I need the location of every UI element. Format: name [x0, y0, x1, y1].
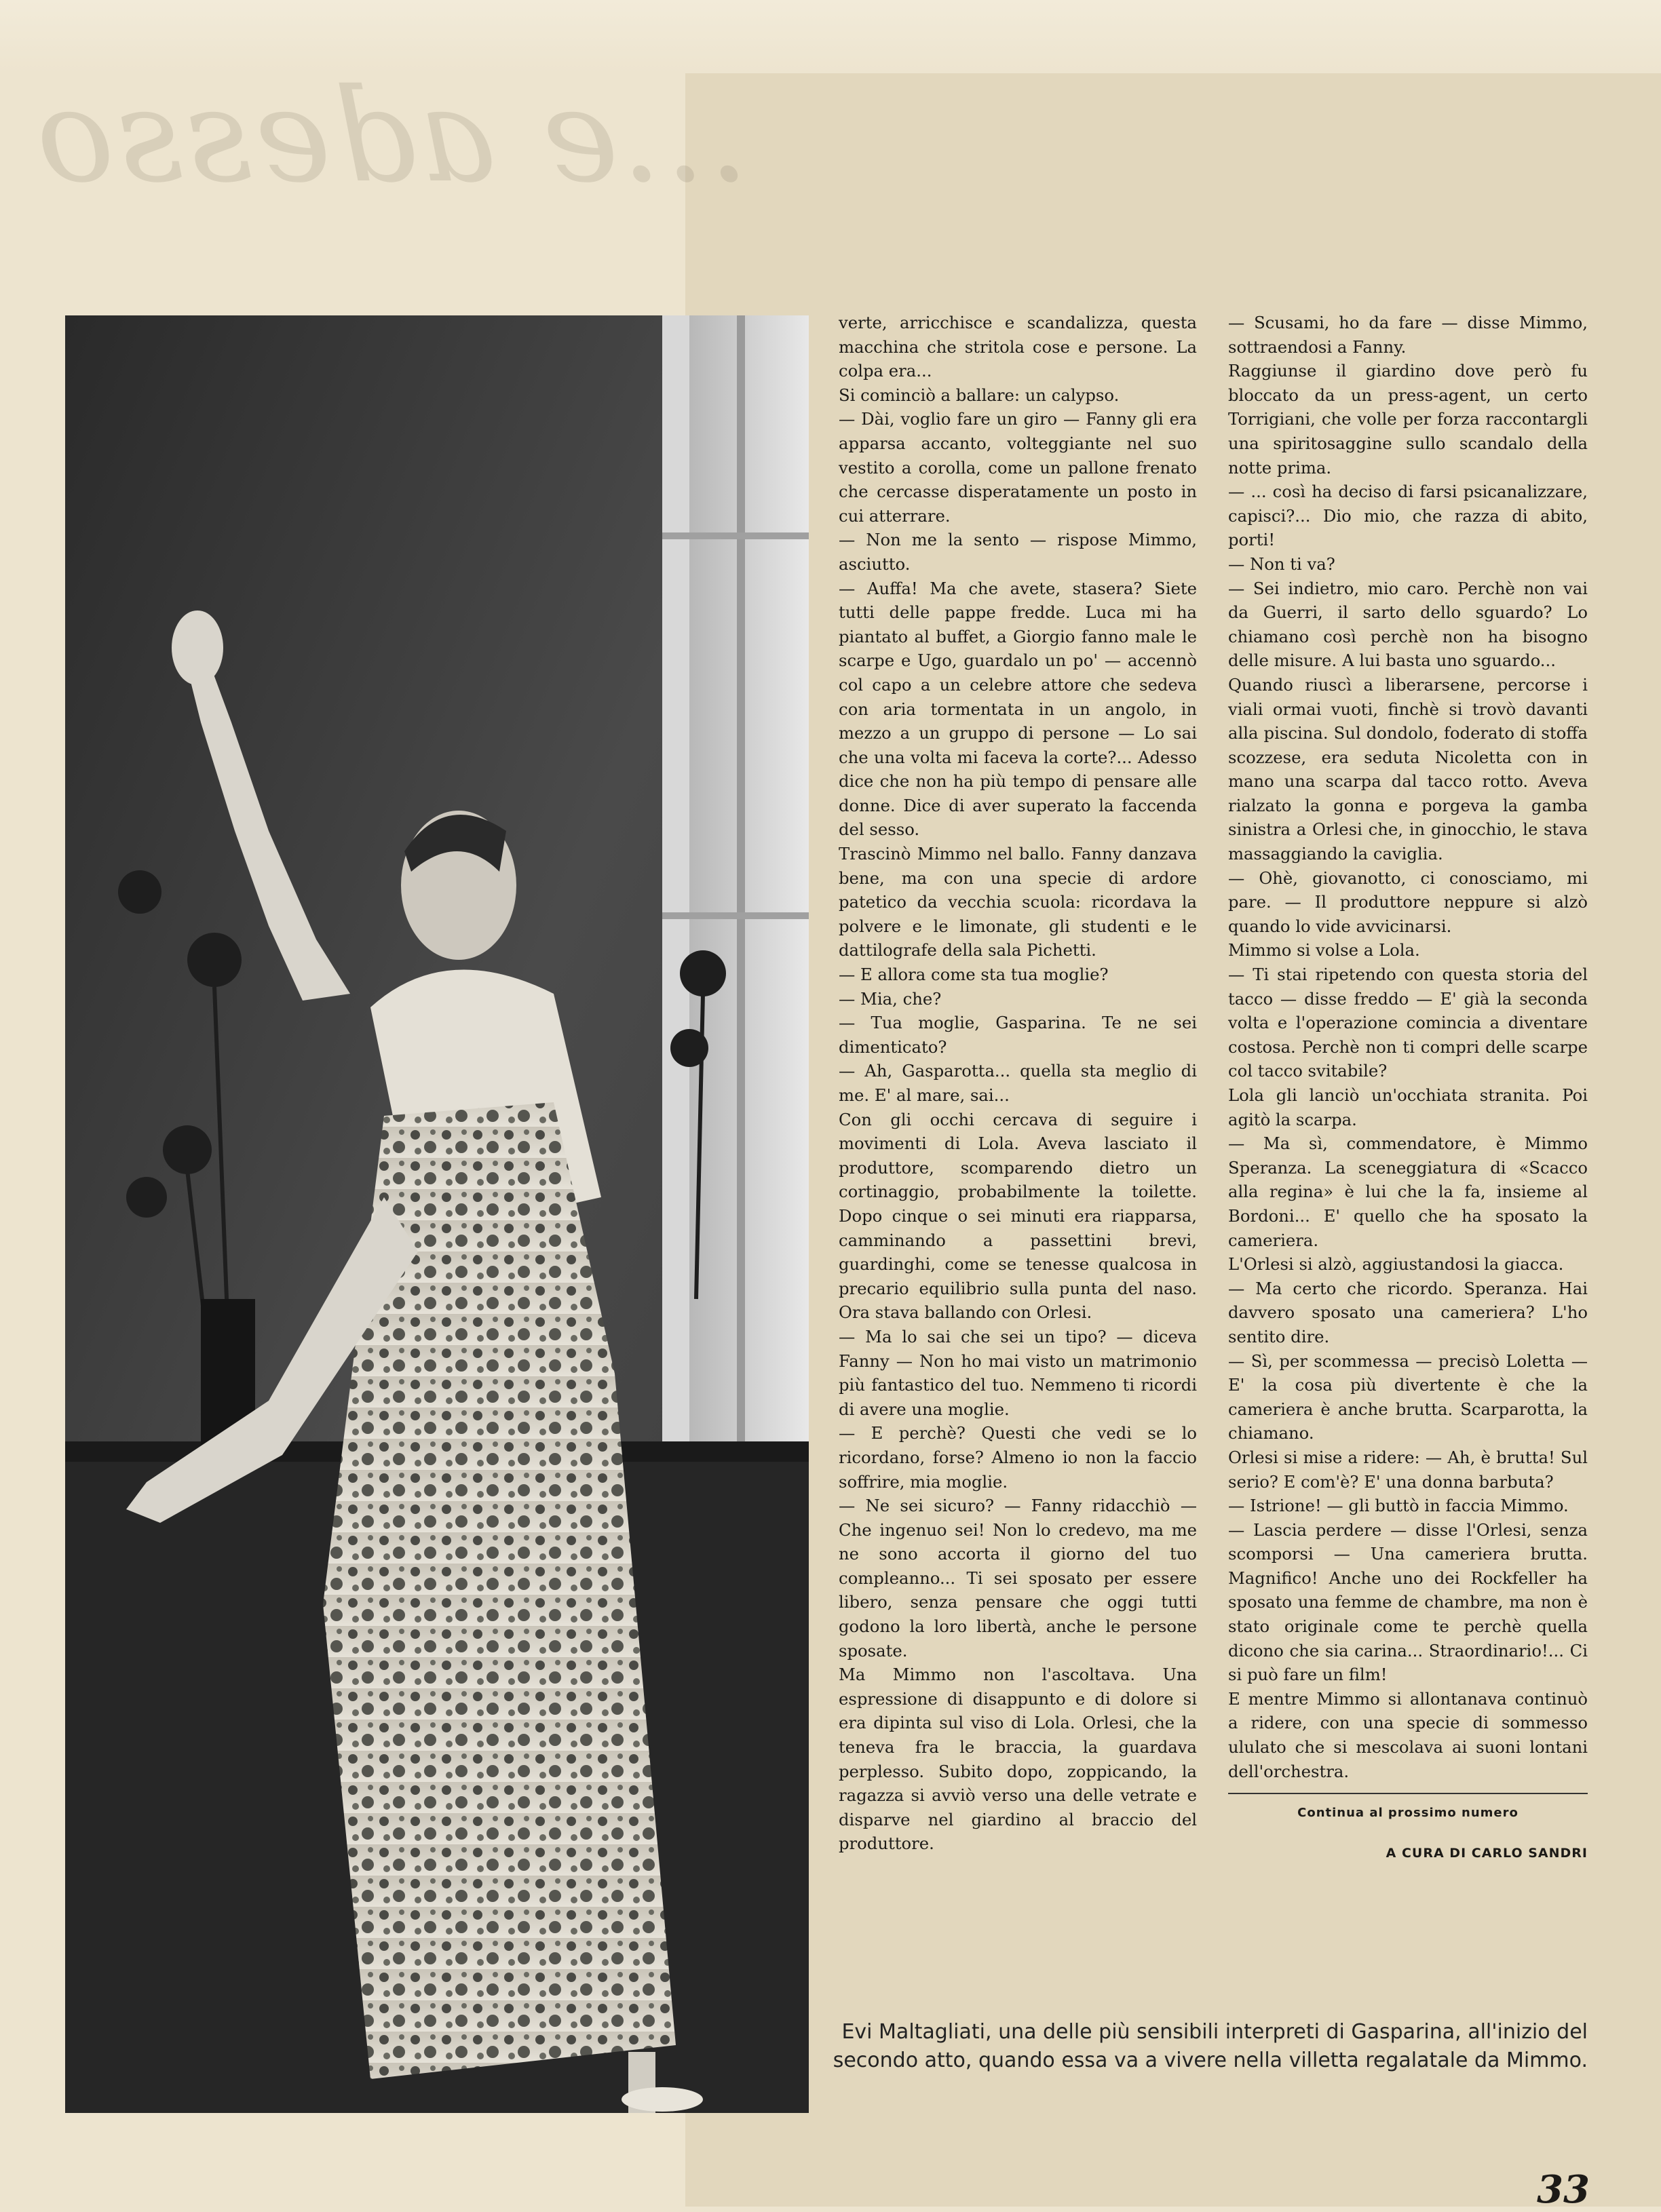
author-credit: A CURA DI CARLO SANDRI	[1386, 1845, 1588, 1861]
paragraph: — E perchè? Questi che vedi se lo ricordano, forse? Almeno io non la faccio soffrire, mia moglie.	[839, 1423, 1197, 1492]
paragraph: Si cominciò a ballare: un calypso.	[839, 385, 1120, 405]
paragraph: — Ma certo che ricordo. Speranza. Hai davvero sposato una cameriera? L'ho sentito dire.	[1228, 1278, 1588, 1346]
photo-woman-in-floral-dress	[65, 315, 809, 2113]
paragraph: — Non ti va?	[1228, 554, 1335, 574]
photo-caption: Evi Maltagliati, una delle più sensibili interpreti di Gasparina, all'inizio del secondo atto, quando essa va a vivere nella villetta regalatale da Mimmo.	[833, 2020, 1588, 2072]
paragraph: verte, arricchisce e scandalizza, questa macchina che stritola cose e persone. La colpa era...	[839, 313, 1197, 381]
paragraph: — Ti stai ripetendo con questa storia del tacco — disse freddo — E' già la seconda volta e l'operazione comincia a diventare costosa. Perchè non ti compri delle scarpe col tacco svitabile?	[1228, 965, 1588, 1081]
paragraph: — Ah, Gasparotta... quella sta meglio di me. E' al mare, sai...	[839, 1061, 1197, 1105]
paragraph: — Ma lo sai che sei un tipo? — diceva Fanny — Non ho mai visto un matrimonio più fantastico del tuo. Nemmeno ti ricordi di avere una moglie.	[839, 1326, 1197, 1419]
paragraph: Con gli occhi cercava di seguire i movimenti di Lola. Aveva lasciato il produttore, scomparendo dietro un cortinaggio, probabilmente la toilette. Dopo cinque o sei minuti era riapparsa, camminando a passettini brevi, guardinghi, come se tenesse qualcosa in precario equilibrio sulla punta del naso. Ora stava ballando con Orlesi.	[839, 1109, 1197, 1323]
paragraph: Raggiunse il giardino dove però fu bloccato da un press-agent, un certo Torrigiani, che volle per forza raccontargli una spiritosaggine sullo scandalo della notte prima.	[1228, 361, 1588, 478]
paragraph: — Sei indietro, mio caro. Perchè non vai da Guerri, il sarto dello sguardo? Lo chiamano così perchè non ha bisogno delle misure. A lui basta uno sguardo...	[1228, 578, 1588, 671]
ghost-title: ...e adesso	[34, 61, 750, 211]
paragraph: — Lascia perdere — disse l'Orlesi, senza scomporsi — Una cameriera brutta. Magnifico! Anche uno dei Rockfeller ha sposato una femme de chambre, ma non è stato originale come te perchè quella dicono che sia carina... Straordinario!... Ci si può fare un film!	[1228, 1519, 1588, 1685]
page-number: 33	[1537, 2167, 1590, 2212]
paragraph: Orlesi si mise a ridere: — Ah, è brutta! Sul serio? E com'è? E' una donna barbuta?	[1228, 1447, 1588, 1492]
paragraph: — Ohè, giovanotto, ci conosciamo, mi pare. — Il produttore neppure si alzò quando lo vide avvicinarsi.	[1228, 868, 1588, 936]
paragraph: Mimmo si volse a Lola.	[1228, 940, 1420, 961]
paragraph: — Non me la sento — rispose Mimmo, asciutto.	[839, 530, 1197, 574]
photo-illustration	[65, 315, 809, 2113]
paragraph: — Ne sei sicuro? — Fanny ridacchiò — Che ingenuo sei! Non lo credevo, ma me ne sono accorta il giorno del tuo compleanno... Ti sei sposato per essere libero, senza pensare che oggi tutti godono la loro libertà, anche le persone sposate.	[839, 1496, 1197, 1661]
paragraph: — Auffa! Ma che avete, stasera? Siete tutti delle pappe fredde. Luca mi ha piantato al buffet, a Giorgio fanno male le scarpe e Ugo, guardalo un po' — accennò col capo a un celebre attore che sedeva con aria tormentata in un angolo, in mezzo a un gruppo di persone — Lo sai che una volta mi faceva la corte?... Adesso dice che non ha più tempo di pensare alle donne. Dice di aver superato la faccenda del sesso.	[839, 578, 1197, 840]
paragraph: E mentre Mimmo si allontanava continuò a ridere, con una specie di sommesso ululato che si mescolava ai suoni lontani dell'orchestra.	[1228, 1688, 1588, 1781]
paragraph: — Sì, per scommessa — precisò Loletta — E' la cosa più divertente è che la cameriera è anche brutta. Scarparotta, la chiamano.	[1228, 1351, 1588, 1443]
paragraph: — Ma sì, commendatore, è Mimmo Speranza. La sceneggiatura di «Scacco alla regina» è lui che la fa, insieme al Bordoni... E' quello che ha sposato la cameriera.	[1228, 1133, 1588, 1250]
paragraph: Quando riuscì a liberarsene, percorse i viali ormai vuoti, finchè si trovò davanti alla piscina. Sul dondolo, foderato di stoffa scozzese, era seduta Nicoletta con in mano una scarpa dal tacco rotto. Aveva rialzato la gonna e porgeva la gamba sinistra a Orlesi che, in ginocchio, le stava massaggiando la caviglia.	[1228, 674, 1588, 864]
paragraph: — Mia, che?	[839, 988, 942, 1009]
continued-note: Continua al prossimo numero	[1297, 1806, 1519, 1821]
divider	[1228, 1793, 1588, 1794]
paragraph: — Istrione! — gli buttò in faccia Mimmo.	[1228, 1496, 1569, 1516]
text-column-2	[1228, 311, 1588, 1865]
paragraph: — ... così ha deciso di farsi psicanalizzare, capisci?... Dio mio, che razza di abito, porti!	[1228, 482, 1588, 550]
paragraph: — E allora come sta tua moglie?	[839, 965, 1109, 985]
paragraph: — Scusami, ho da fare — disse Mimmo, sottraendosi a Fanny.	[1228, 313, 1588, 357]
paragraph: — Tua moglie, Gasparina. Te ne sei dimenticato?	[839, 1013, 1197, 1057]
paragraph: Ma Mimmo non l'ascoltava. Una espressione di disappunto e di dolore si era dipinta sul viso di Lola. Orlesi, che la teneva fra le braccia, la guardava perplesso. Subito dopo, zoppicando, la ragazza si avviò verso una delle vetrate e disparve nel giardino al braccio del produttore.	[839, 1665, 1197, 1854]
paragraph: Trascinò Mimmo nel ballo. Fanny danzava bene, ma con una specie di ardore patetico da vecchia scuola: ricordava la polvere e le limonate, gli studenti e le dattilografe della sala Pichetti.	[839, 844, 1197, 961]
text-column-1	[839, 311, 1197, 1856]
paragraph: Lola gli lanciò un'occhiata stranita. Poi agitò la scarpa.	[1228, 1085, 1588, 1129]
paragraph: L'Orlesi si alzò, aggiustandosi la giacca.	[1228, 1254, 1564, 1275]
paragraph: — Dài, voglio fare un giro — Fanny gli era apparsa accanto, volteggiante nel suo vestito a corolla, come un pallone frenato che cercasse disperatamente un posto in cui atterrare.	[839, 409, 1197, 526]
